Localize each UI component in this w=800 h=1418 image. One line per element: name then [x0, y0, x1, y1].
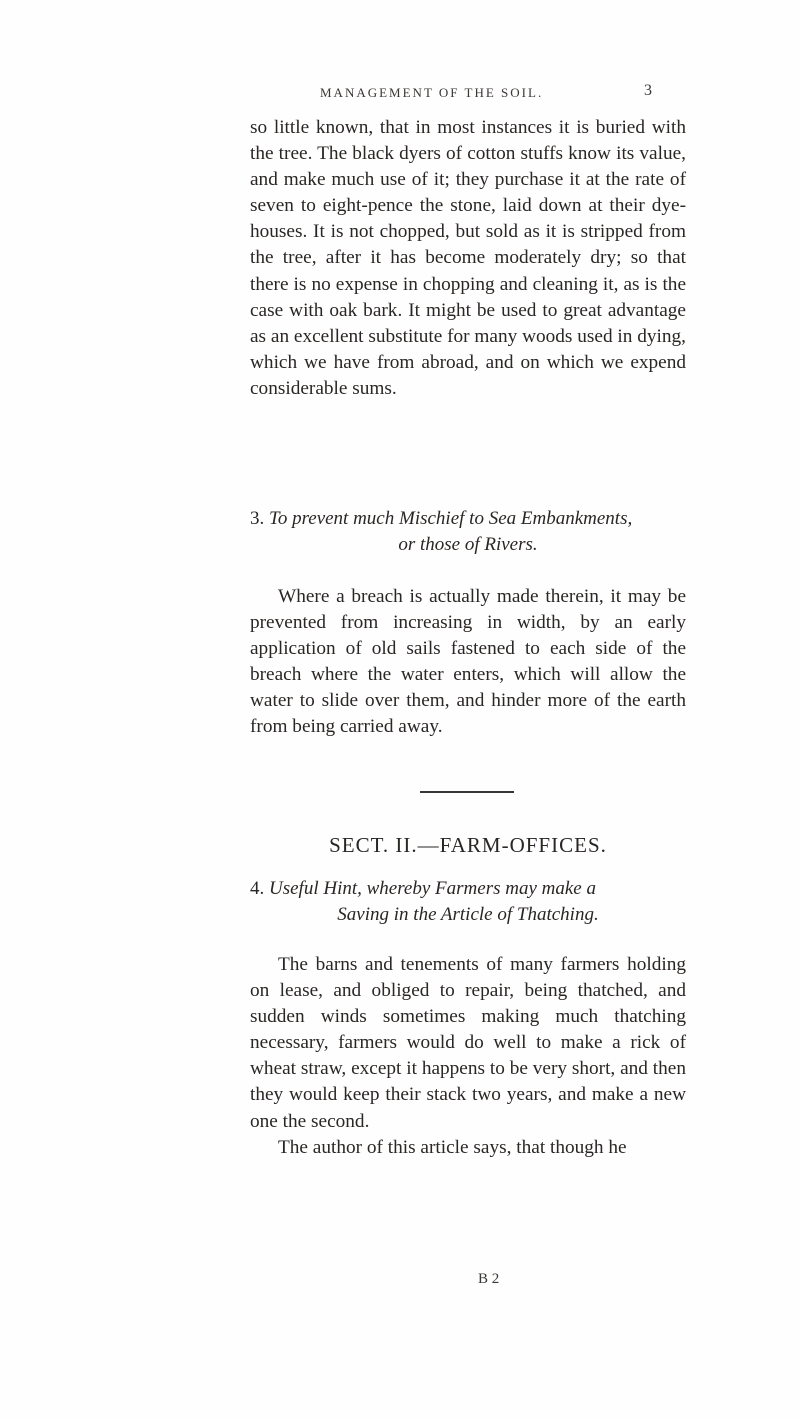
article-4-heading-line1: [250, 876, 686, 902]
section-divider-rule: [420, 791, 514, 793]
signature-mark: B 2: [478, 1271, 500, 1287]
article-4-heading: [250, 876, 686, 928]
article-3-heading: [250, 506, 686, 558]
article-3-title-part1: To prevent much Mischief to Sea Embankments,: [269, 508, 633, 529]
paragraph-text: The barns and tenements of many farmers holding on lease, and obliged to repair, being thatched, and sudden winds sometimes making much thatching necessary, farmers would do well to make a rick of wheat straw, except it happens to be very short, and then they would keep their stack two years, and make a new one the second.: [250, 954, 686, 1132]
article-4-title-part2: Saving in the Article of Thatching.: [337, 904, 599, 925]
article-3-heading-line1: [250, 506, 686, 532]
article-4-body: [250, 952, 686, 1161]
section-title: SECT. II.—FARM-OFFICES.: [329, 833, 607, 857]
article-3-title-part2: or those of Rivers.: [398, 534, 538, 555]
article-4-number: 4.: [250, 878, 265, 899]
page-number: 3: [644, 82, 652, 99]
body-paragraph-continued: [250, 115, 686, 402]
running-title: MANAGEMENT OF THE SOIL.: [320, 85, 544, 100]
article-4-title-part1: Useful Hint, whereby Farmers may make a: [269, 878, 596, 899]
paragraph-text: so little known, that in most instances it is buried with the tree. The black dyers of cotton stuffs know its value, and make much use of it; they purchase it at the rate of seven to eight-pence the stone, laid down at their dye-houses. It is not chopped, but sold as it is stripped from the tree, after it has become moderately dry; so that there is no expense in chopping and cleaning it, as is the case with oak bark. It might be used to great advantage as an excellent substitute for many woods used in dying, which we have from abroad, and on which we expend considerable sums.: [250, 117, 686, 399]
paragraph-text: The author of this article says, that though he: [278, 1136, 627, 1158]
paragraph-text: Where a breach is actually made therein, it may be prevented from increasing in width, by an early application of old sails fastened to each side of the breach where the water enters, which will allow the water to slide over them, and hinder more of the earth from being carried away.: [250, 586, 686, 738]
article-3-body: [250, 584, 686, 741]
article-3-number: 3.: [250, 508, 265, 529]
